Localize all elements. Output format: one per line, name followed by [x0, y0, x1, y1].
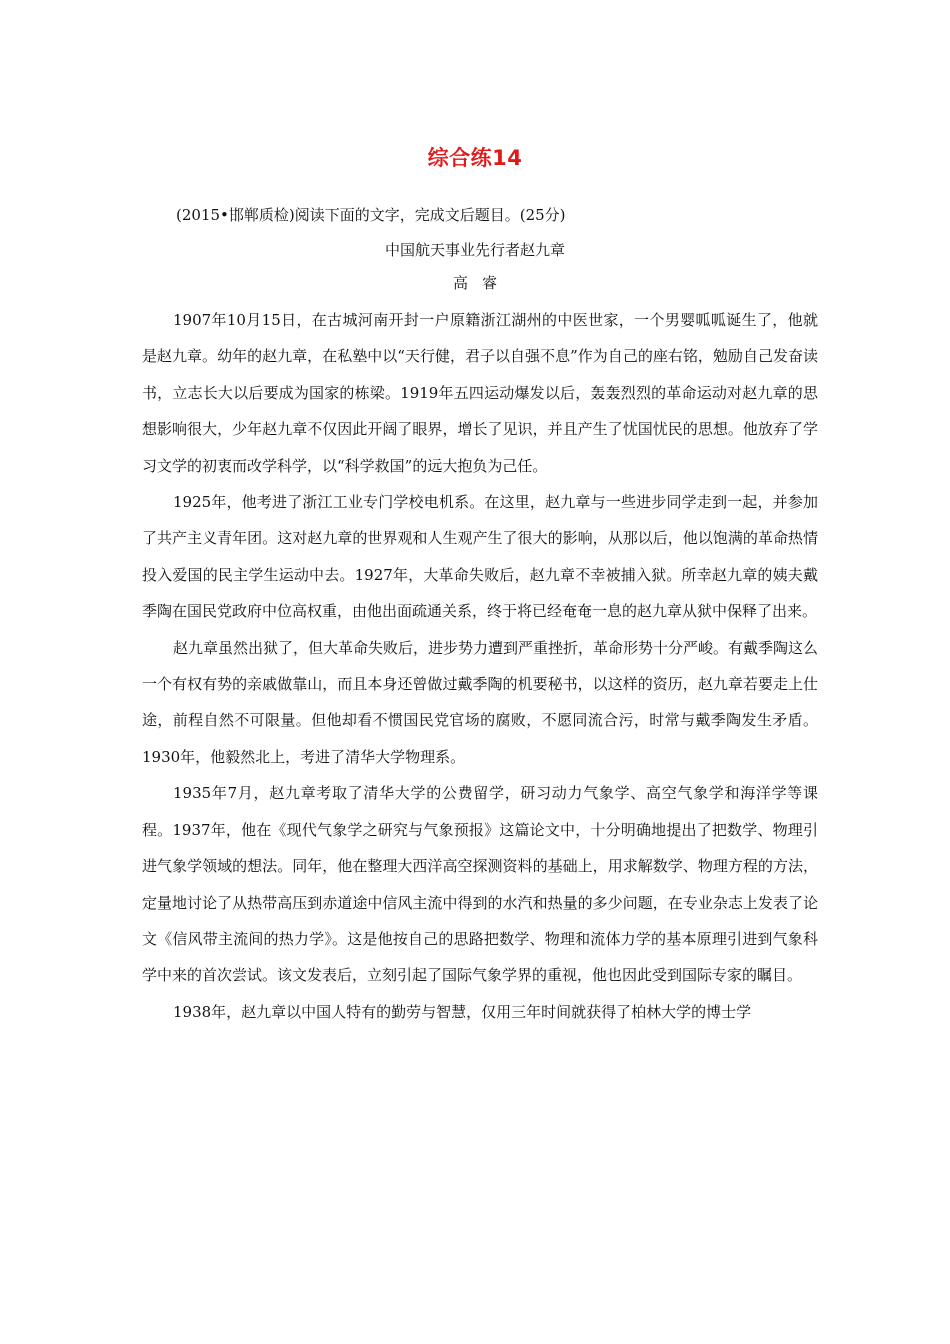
article-title: 中国航天事业先行者赵九章 [384, 241, 565, 259]
paragraph: 1935年7月，赵九章考取了清华大学的公费留学，研习动力气象学、高空气象学和海洋学等课程。1937年，他在《现代气象学之研究与气象预报》这篇论文中，十分明确地提出了把数学、物理引进气象学领域的想法。同年，他在整理大西洋高空探测资料的基础上，用求解数学、物理方程的方法，定量地讨论了从热带高压到赤道途中信风主流中得到的水汽和热量的多少问题，在专业杂志上发表了论文《信风带主流间的热力学》。这是他按自己的思路把数学、物理和流体力学的基本原理引进到气象科学中来的首次尝试。该文发表后，立刻引起了国际气象学界的重视，他也因此受到国际专家的瞩目。 [142, 784, 818, 985]
paragraph: 赵九章虽然出狱了，但大革命失败后，进步势力遭到严重挫折，革命形势十分严峻。有戴季陶这么一个有权有势的亲戚做靠山，而且本身还曾做过戴季陶的机要秘书，以这样的资历，赵九章若要走上仕途，前程自然不可限量。但他却看不惯国民党官场的腐败，不愿同流合污，时常与戴季陶发生矛盾。1930年，他毅然北上，考进了清华大学物理系。 [142, 638, 819, 766]
exercise-title: 综合练14 [427, 146, 523, 170]
article-author: 高睿 [452, 274, 511, 292]
paragraph: 1925年，他考进了浙江工业专门学校电机系。在这里，赵九章与一些进步同学走到一起，并参加了共产主义青年团。这对赵九章的世界观和人生观产生了很大的影响，从那以后，他以饱满的革命热情投入爱国的民主学生运动中去。1927年，大革命失败后，赵九章不幸被捕入狱。所幸赵九章的姨夫戴季陶在国民党政府中位高权重，由他出面疏通关系，终于将已经奄奄一息的赵九章从狱中保释了出来。 [142, 493, 818, 621]
article-body [142, 302, 818, 1030]
paragraph: 1907年10月15日，在古城河南开封一户原籍浙江湖州的中医世家，一个男婴呱呱诞生了，他就是赵九章。幼年的赵九章，在私塾中以“天行健，君子以自强不息”作为自己的座右铭，勉励自己发奋读书，立志长大以后要成为国家的栋梁。1919年五四运动爆发以后，轰轰烈烈的革命运动对赵九章的思想影响很大，少年赵九章不仅因此开阔了眼界，增长了见识，并且产生了忧国忧民的思想。他放弃了学习文学的初衷而改学科学，以“科学救国”的远大抱负为己任。 [142, 311, 818, 475]
paragraph: 1938年，赵九章以中国人特有的勤劳与智慧，仅用三年时间就获得了柏林大学的博士学 [173, 1002, 752, 1021]
question-instruction: (2015•邯郸质检)阅读下面的文字，完成文后题目。(25分) [176, 206, 566, 224]
